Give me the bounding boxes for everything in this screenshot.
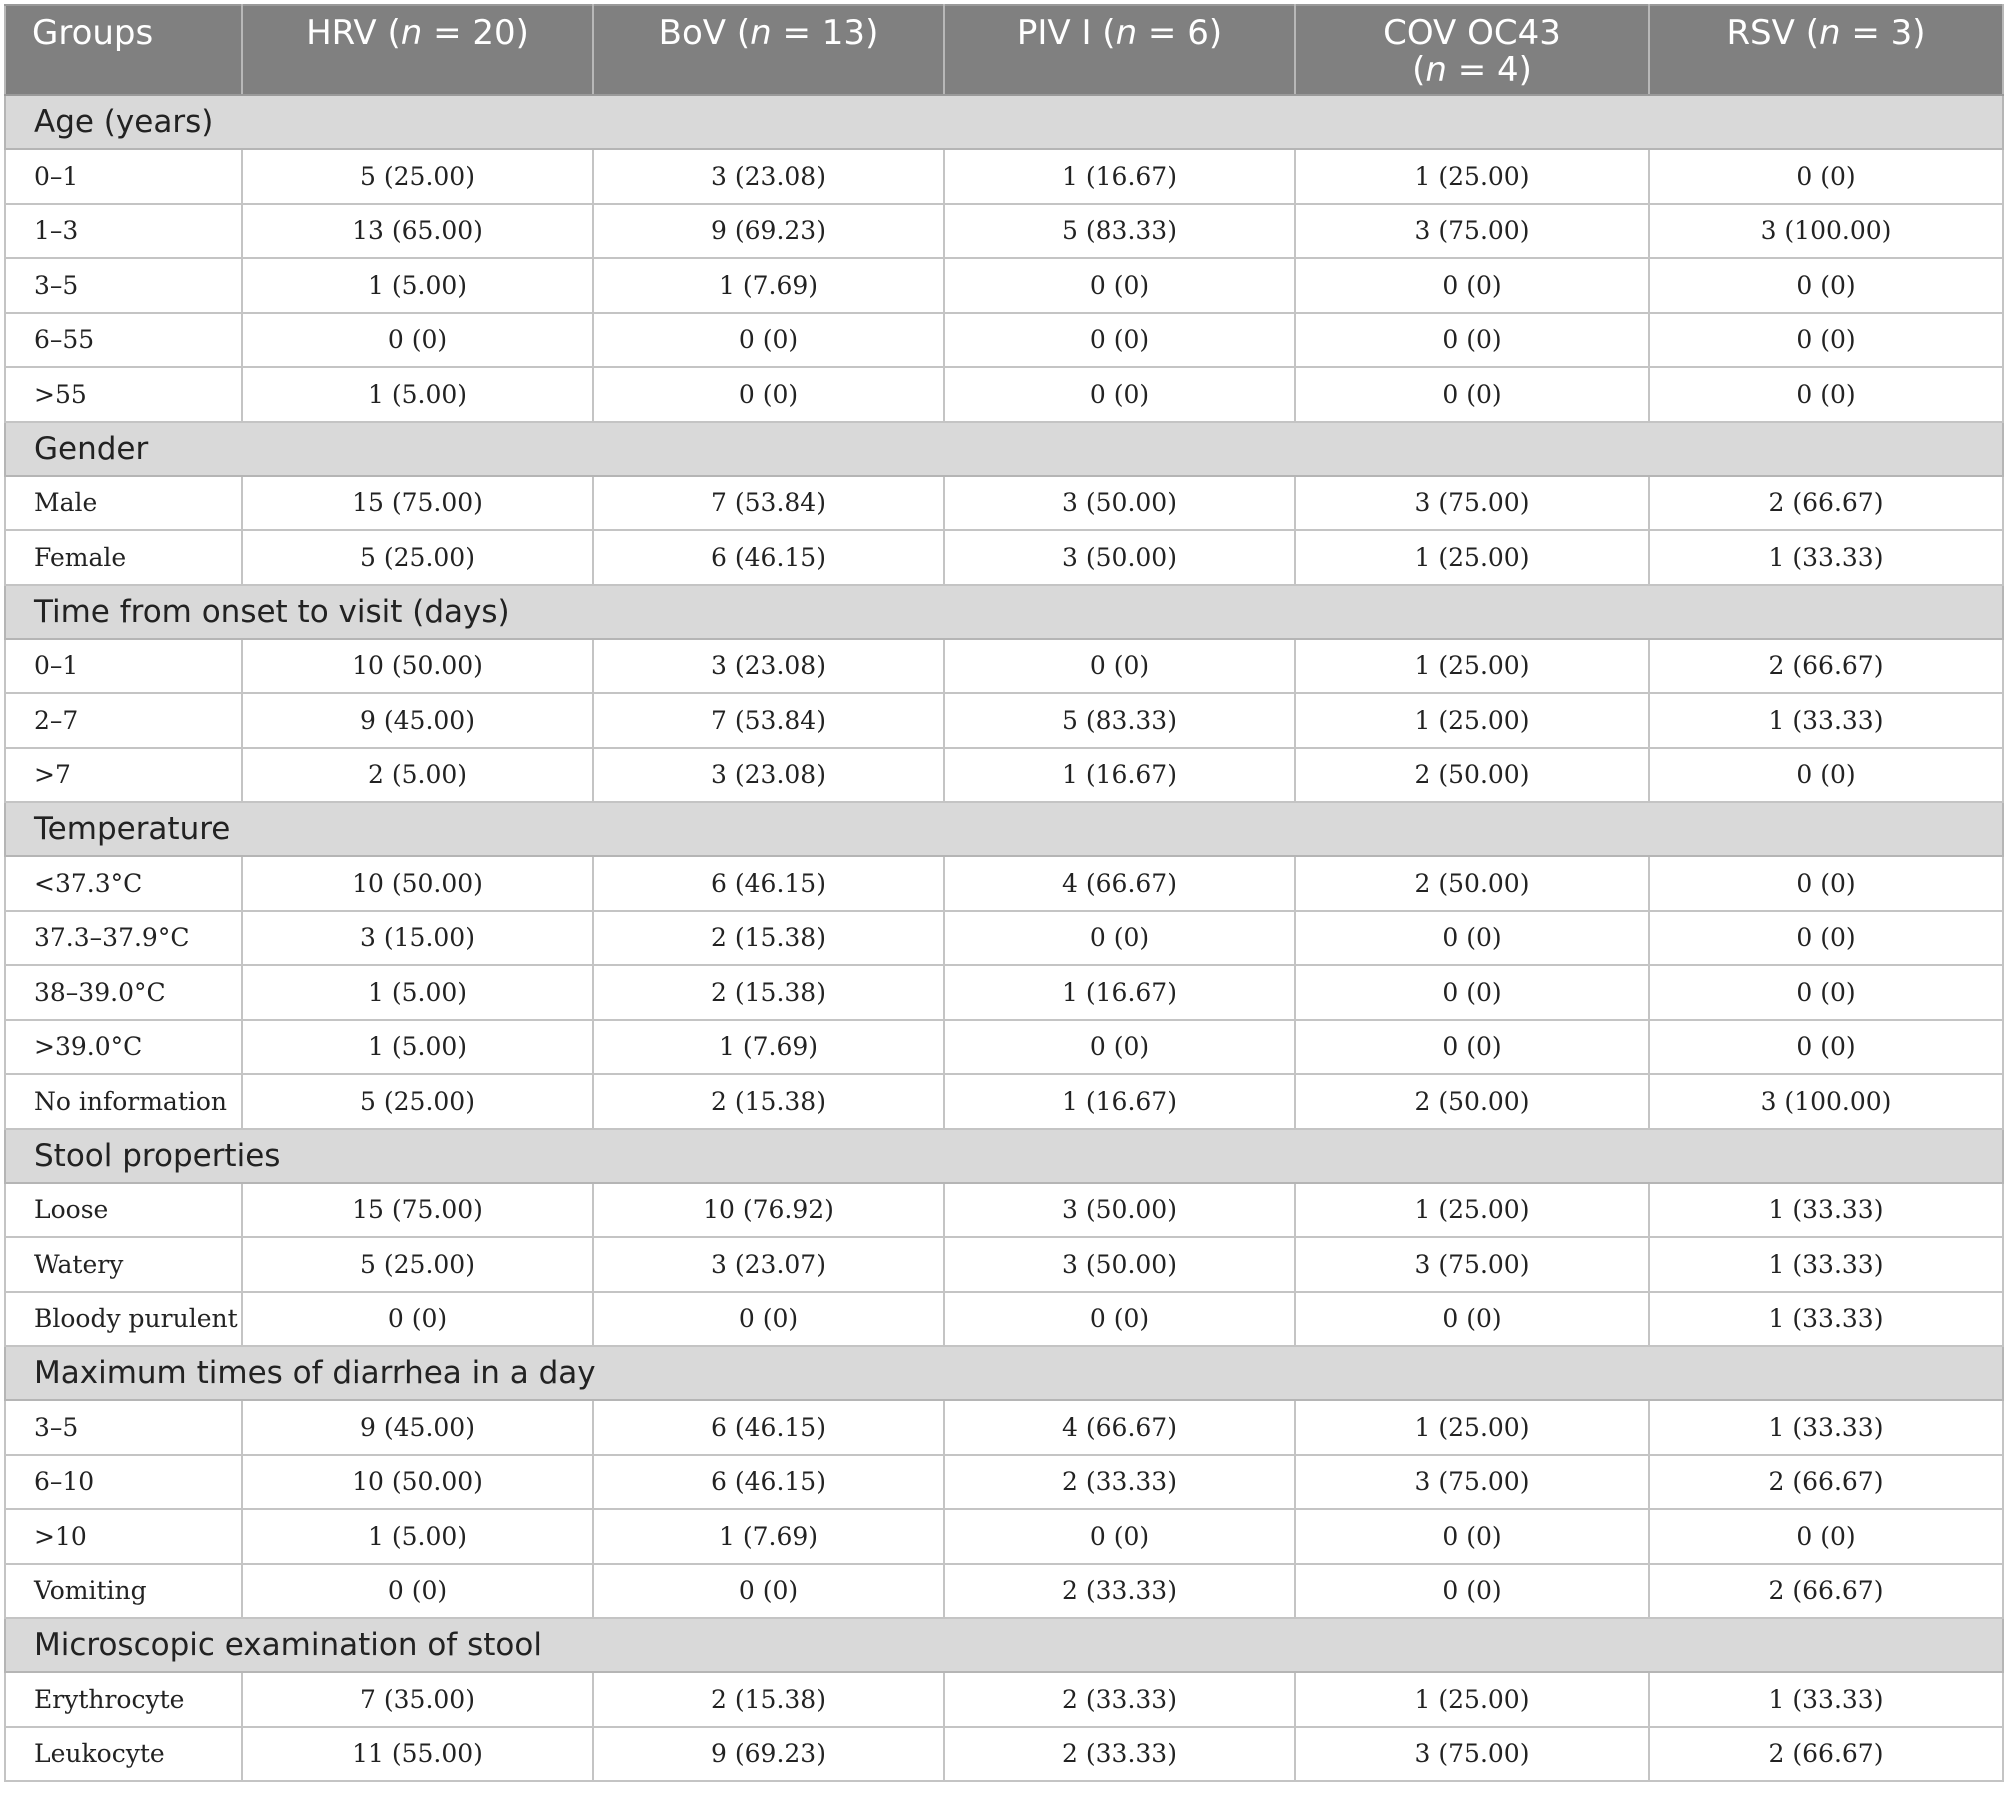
header-groups [5, 5, 242, 95]
table-cell: 10 (50.00) [242, 639, 593, 694]
table-header [5, 5, 2003, 95]
row-label: Female [5, 530, 242, 585]
table-cell: 3 (23.08) [593, 748, 944, 803]
table-cell: 0 (0) [1649, 258, 2003, 313]
table-cell: 0 (0) [1295, 313, 1649, 368]
table-cell: 2 (50.00) [1295, 748, 1649, 803]
row-label: Male [5, 476, 242, 531]
table-row [5, 1400, 2003, 1455]
header-rsv: RSV (n = 3) [1649, 5, 2003, 95]
table-cell: 0 (0) [1649, 149, 2003, 204]
table-cell: 6 (46.15) [593, 1455, 944, 1510]
table-row [5, 313, 2003, 368]
table-cell: 5 (25.00) [242, 1074, 593, 1129]
table-cell: 3 (75.00) [1295, 476, 1649, 531]
table-cell: 2 (15.38) [593, 1074, 944, 1129]
table-cell: 2 (33.33) [944, 1672, 1295, 1727]
header-groups-label: Groups [32, 13, 154, 53]
table-cell: 2 (5.00) [242, 748, 593, 803]
row-label: 0–1 [5, 639, 242, 694]
table-cell: 1 (25.00) [1295, 639, 1649, 694]
header-rsv-name: RSV [1726, 13, 1795, 53]
table-row [5, 258, 2003, 313]
table-cell: 9 (69.23) [593, 204, 944, 259]
table-cell: 0 (0) [1649, 1509, 2003, 1564]
table-cell: 0 (0) [1649, 965, 2003, 1020]
table-cell: 5 (25.00) [242, 1237, 593, 1292]
table-cell: 3 (23.08) [593, 149, 944, 204]
header-piv: PIV I (n = 6) [944, 5, 1295, 95]
table-cell: 0 (0) [1295, 1509, 1649, 1564]
table-cell: 2 (50.00) [1295, 1074, 1649, 1129]
table-cell: 15 (75.00) [242, 476, 593, 531]
row-label: Loose [5, 1183, 242, 1238]
table-cell: 2 (66.67) [1649, 1564, 2003, 1619]
table-cell: 5 (25.00) [242, 149, 593, 204]
table-cell: 0 (0) [593, 1292, 944, 1347]
section-title: Age (years) [5, 95, 2003, 149]
table-cell: 10 (50.00) [242, 856, 593, 911]
table-cell: 1 (5.00) [242, 258, 593, 313]
table-row [5, 965, 2003, 1020]
table-row [5, 1183, 2003, 1238]
table-cell: 0 (0) [1295, 1020, 1649, 1075]
table-cell: 0 (0) [1295, 911, 1649, 966]
table-cell: 1 (25.00) [1295, 1672, 1649, 1727]
table-cell: 1 (25.00) [1295, 1183, 1649, 1238]
header-bov-n: 13 [821, 13, 866, 53]
section-row-time-from-onset-to-visit-days [5, 585, 2003, 639]
table-cell: 2 (66.67) [1649, 639, 2003, 694]
table-cell: 0 (0) [944, 639, 1295, 694]
header-bov: BoV (n = 13) [593, 5, 944, 95]
table-cell: 3 (15.00) [242, 911, 593, 966]
table-cell: 1 (16.67) [944, 1074, 1295, 1129]
section-row-gender [5, 422, 2003, 476]
table-cell: 7 (53.84) [593, 693, 944, 748]
table-cell: 2 (50.00) [1295, 856, 1649, 911]
header-cov: COV OC43 (n = 4) [1295, 5, 1649, 95]
table-cell: 2 (33.33) [944, 1455, 1295, 1510]
table-cell: 5 (83.33) [944, 204, 1295, 259]
row-label: 3–5 [5, 258, 242, 313]
table-row [5, 639, 2003, 694]
table-cell: 0 (0) [1649, 748, 2003, 803]
table-cell: 1 (16.67) [944, 965, 1295, 1020]
row-label: 6–55 [5, 313, 242, 368]
row-label: 6–10 [5, 1455, 242, 1510]
row-label: >7 [5, 748, 242, 803]
table-cell: 2 (33.33) [944, 1727, 1295, 1782]
table-cell: 0 (0) [1649, 911, 2003, 966]
table-cell: 1 (7.69) [593, 1509, 944, 1564]
table-cell: 0 (0) [944, 1292, 1295, 1347]
table-cell: 1 (7.69) [593, 1020, 944, 1075]
row-label: >39.0°C [5, 1020, 242, 1075]
table-cell: 0 (0) [1295, 965, 1649, 1020]
table-cell: 0 (0) [242, 313, 593, 368]
header-cov-n: 4 [1497, 50, 1519, 90]
header-row [5, 5, 2003, 95]
table-cell: 1 (25.00) [1295, 1400, 1649, 1455]
table-cell: 3 (100.00) [1649, 204, 2003, 259]
table-cell: 1 (33.33) [1649, 530, 2003, 585]
table-row [5, 1672, 2003, 1727]
table-cell: 5 (25.00) [242, 530, 593, 585]
table-cell: 10 (76.92) [593, 1183, 944, 1238]
table-cell: 6 (46.15) [593, 1400, 944, 1455]
table-cell: 0 (0) [944, 1020, 1295, 1075]
row-label: 0–1 [5, 149, 242, 204]
table-row [5, 530, 2003, 585]
table-body [5, 95, 2003, 1781]
table-cell: 1 (7.69) [593, 258, 944, 313]
table-row [5, 1727, 2003, 1782]
section-row-temperature [5, 802, 2003, 856]
table-row [5, 911, 2003, 966]
row-label: 37.3–37.9°C [5, 911, 242, 966]
table-cell: 2 (33.33) [944, 1564, 1295, 1619]
table-cell: 1 (5.00) [242, 1020, 593, 1075]
table-cell: 1 (33.33) [1649, 1237, 2003, 1292]
table-row [5, 1237, 2003, 1292]
table-cell: 1 (5.00) [242, 1509, 593, 1564]
table-cell: 0 (0) [944, 258, 1295, 313]
table-cell: 3 (50.00) [944, 530, 1295, 585]
section-title: Temperature [5, 802, 2003, 856]
header-hrv: HRV (n = 20) [242, 5, 593, 95]
table-cell: 1 (16.67) [944, 149, 1295, 204]
row-label: Erythrocyte [5, 1672, 242, 1727]
table-cell: 3 (50.00) [944, 1237, 1295, 1292]
table-cell: 0 (0) [593, 1564, 944, 1619]
table-cell: 0 (0) [1295, 1564, 1649, 1619]
table-cell: 0 (0) [944, 313, 1295, 368]
table-cell: 7 (35.00) [242, 1672, 593, 1727]
section-title: Microscopic examination of stool [5, 1618, 2003, 1672]
table-row [5, 1020, 2003, 1075]
table-row [5, 856, 2003, 911]
row-label: >55 [5, 367, 242, 422]
table-row [5, 476, 2003, 531]
section-row-microscopic-examination-of-stool [5, 1618, 2003, 1672]
table-cell: 9 (69.23) [593, 1727, 944, 1782]
table-cell: 1 (33.33) [1649, 1292, 2003, 1347]
table-cell: 1 (33.33) [1649, 1183, 2003, 1238]
table-cell: 6 (46.15) [593, 856, 944, 911]
table-cell: 3 (75.00) [1295, 1727, 1649, 1782]
table-cell: 0 (0) [1295, 1292, 1649, 1347]
header-cov-name: COV OC43 [1383, 13, 1561, 53]
table-cell: 7 (53.84) [593, 476, 944, 531]
table-cell: 1 (33.33) [1649, 1672, 2003, 1727]
section-title: Gender [5, 422, 2003, 476]
table-row [5, 204, 2003, 259]
section-row-stool-properties [5, 1129, 2003, 1183]
table-cell: 1 (5.00) [242, 367, 593, 422]
header-rsv-n: 3 [1890, 13, 1913, 53]
table-cell: 0 (0) [593, 367, 944, 422]
table-cell: 4 (66.67) [944, 856, 1295, 911]
table-cell: 1 (25.00) [1295, 149, 1649, 204]
table-cell: 2 (15.38) [593, 965, 944, 1020]
row-label: 2–7 [5, 693, 242, 748]
table-cell: 3 (23.07) [593, 1237, 944, 1292]
table-cell: 1 (33.33) [1649, 693, 2003, 748]
row-label: <37.3°C [5, 856, 242, 911]
table-cell: 9 (45.00) [242, 693, 593, 748]
table-cell: 2 (15.38) [593, 911, 944, 966]
table-cell: 2 (15.38) [593, 1672, 944, 1727]
table-cell: 1 (25.00) [1295, 693, 1649, 748]
table-cell: 3 (50.00) [944, 476, 1295, 531]
header-hrv-n: 20 [472, 13, 516, 53]
table-row [5, 367, 2003, 422]
section-title: Stool properties [5, 1129, 2003, 1183]
table-cell: 3 (50.00) [944, 1183, 1295, 1238]
table-cell: 0 (0) [944, 1509, 1295, 1564]
header-hrv-name: HRV [306, 13, 377, 53]
table-cell: 3 (23.08) [593, 639, 944, 694]
table-cell: 5 (83.33) [944, 693, 1295, 748]
header-piv-name: PIV I [1016, 13, 1092, 53]
table-cell: 0 (0) [1649, 1020, 2003, 1075]
section-row-age-years [5, 95, 2003, 149]
row-label: Watery [5, 1237, 242, 1292]
table-row [5, 693, 2003, 748]
table-cell: 3 (75.00) [1295, 1237, 1649, 1292]
table-cell: 15 (75.00) [242, 1183, 593, 1238]
table-cell: 0 (0) [1649, 313, 2003, 368]
virus-characteristics-table [4, 4, 2004, 1782]
table-cell: 0 (0) [1295, 367, 1649, 422]
section-row-maximum-times-of-diarrhea-in-a-day [5, 1346, 2003, 1400]
row-label: 38–39.0°C [5, 965, 242, 1020]
table-row [5, 1074, 2003, 1129]
table-row [5, 1292, 2003, 1347]
table-cell: 10 (50.00) [242, 1455, 593, 1510]
table-cell: 0 (0) [242, 1292, 593, 1347]
table-cell: 0 (0) [593, 313, 944, 368]
table-cell: 1 (33.33) [1649, 1400, 2003, 1455]
table-row [5, 1509, 2003, 1564]
table-cell: 13 (65.00) [242, 204, 593, 259]
table-cell: 0 (0) [242, 1564, 593, 1619]
table-cell: 0 (0) [1649, 367, 2003, 422]
table-cell: 2 (66.67) [1649, 476, 2003, 531]
header-bov-name: BoV [658, 13, 727, 53]
table-cell: 6 (46.15) [593, 530, 944, 585]
table-cell: 0 (0) [1295, 258, 1649, 313]
header-piv-n: 6 [1187, 13, 1209, 53]
table-cell: 4 (66.67) [944, 1400, 1295, 1455]
data-table-container [4, 4, 2002, 1782]
table-cell: 9 (45.00) [242, 1400, 593, 1455]
section-title: Maximum times of diarrhea in a day [5, 1346, 2003, 1400]
table-cell: 2 (66.67) [1649, 1727, 2003, 1782]
table-row [5, 149, 2003, 204]
table-cell: 3 (100.00) [1649, 1074, 2003, 1129]
table-row [5, 1564, 2003, 1619]
row-label: Bloody purulent [5, 1292, 242, 1347]
table-cell: 0 (0) [1649, 856, 2003, 911]
table-cell: 1 (16.67) [944, 748, 1295, 803]
section-title: Time from onset to visit (days) [5, 585, 2003, 639]
row-label: 3–5 [5, 1400, 242, 1455]
row-label: Leukocyte [5, 1727, 242, 1782]
table-cell: 0 (0) [944, 367, 1295, 422]
table-cell: 3 (75.00) [1295, 204, 1649, 259]
table-cell: 1 (5.00) [242, 965, 593, 1020]
row-label: Vomiting [5, 1564, 242, 1619]
table-row [5, 1455, 2003, 1510]
row-label: No information [5, 1074, 242, 1129]
table-cell: 3 (75.00) [1295, 1455, 1649, 1510]
row-label: 1–3 [5, 204, 242, 259]
table-cell: 11 (55.00) [242, 1727, 593, 1782]
row-label: >10 [5, 1509, 242, 1564]
table-cell: 1 (25.00) [1295, 530, 1649, 585]
table-cell: 0 (0) [944, 911, 1295, 966]
table-row [5, 748, 2003, 803]
table-cell: 2 (66.67) [1649, 1455, 2003, 1510]
